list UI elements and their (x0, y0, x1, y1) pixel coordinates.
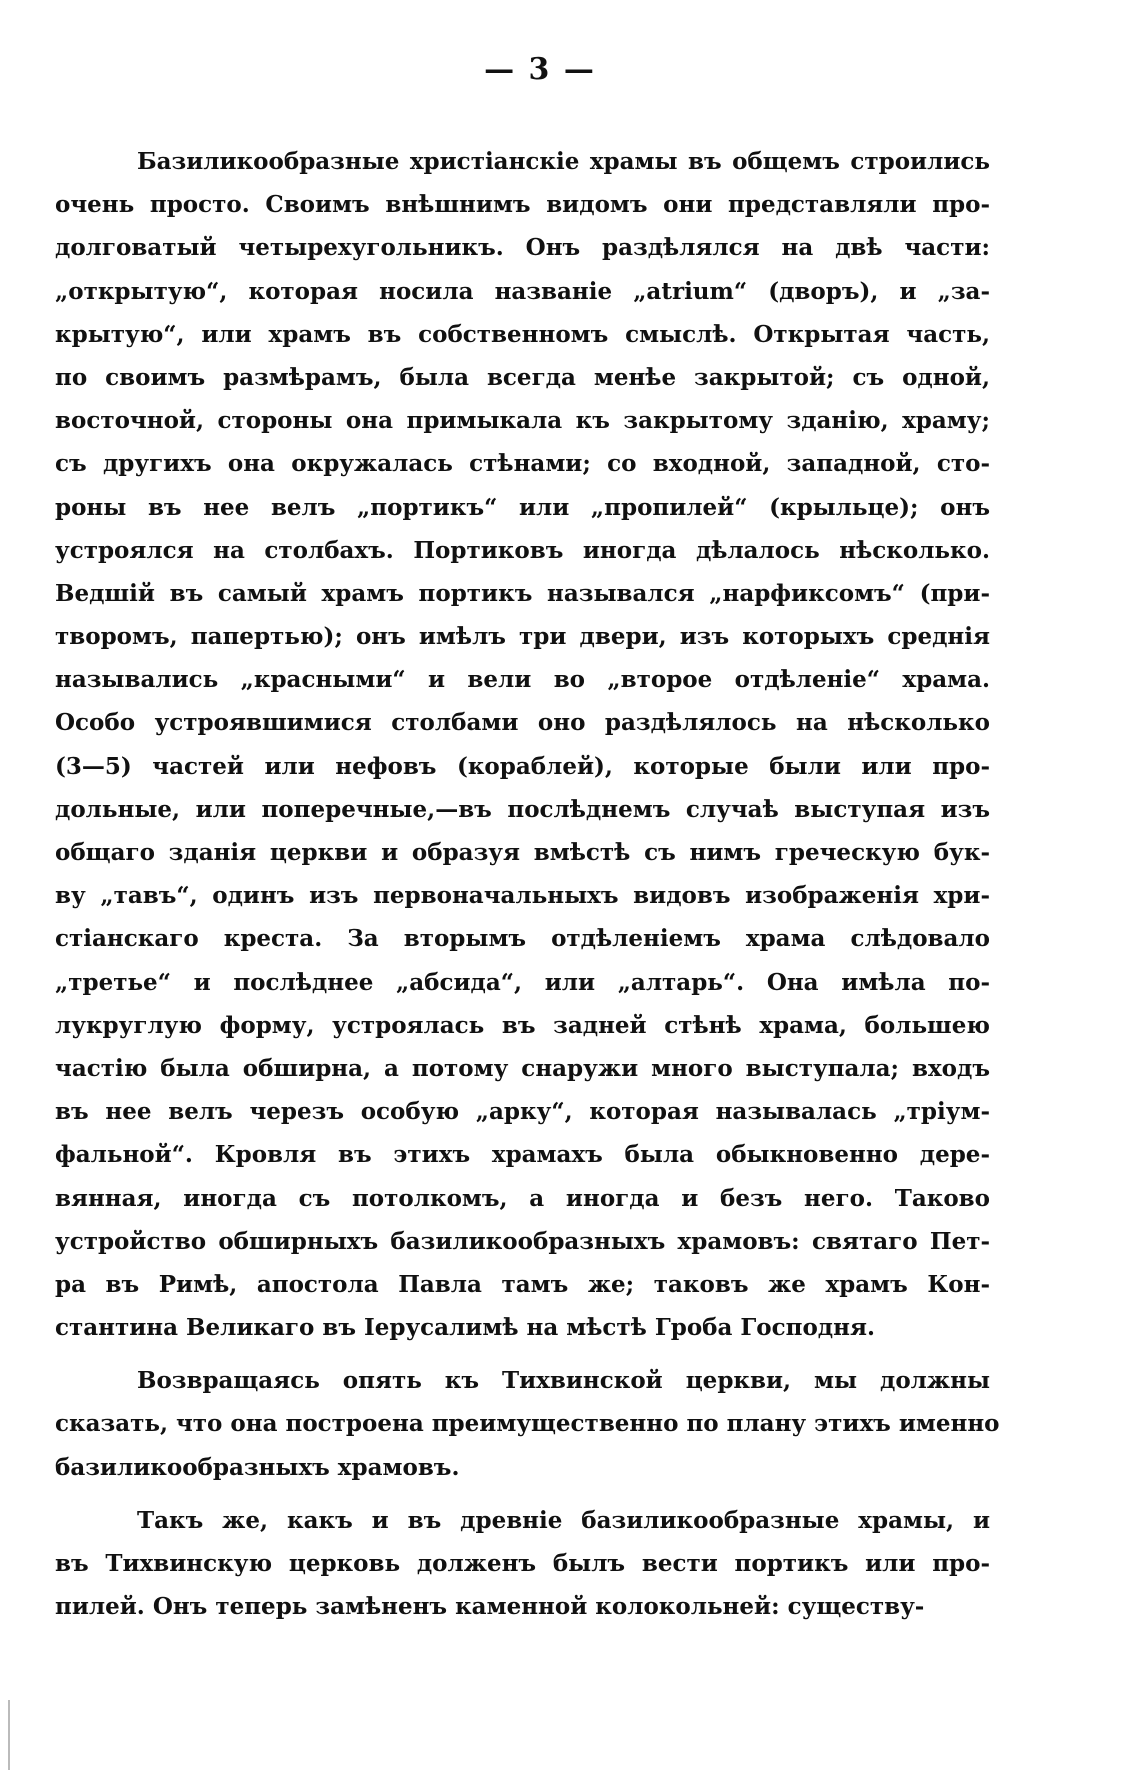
text-line: стіанскаго креста. За вторымъ отдѣленіемъ храма слѣдовало (55, 925, 990, 953)
text-line: творомъ, папертью); онъ имѣлъ три двери, изъ которыхъ среднія (55, 623, 990, 651)
text-line: „третье“ и послѣднее „абсида“, или „алтарь“. Она имѣла по- (55, 968, 990, 996)
text-line: базиликообразныхъ храмовъ. (55, 1453, 460, 1481)
text-line: въ Тихвинскую церковь долженъ былъ вести портикъ или про- (55, 1550, 990, 1577)
paragraph (55, 1359, 1000, 1489)
text-line: ра въ Римѣ, апостола Павла тамъ же; таковъ же храмъ Кон- (55, 1270, 990, 1298)
text-line: по своимъ размѣрамъ, была всегда менѣе закрытой; съ одной, (55, 363, 990, 391)
text-line: назывались „красными“ и вели во „второе отдѣленіе“ храма. (55, 666, 990, 694)
text-line: съ другихъ она окружалась стѣнами; со входной, западной, сто- (55, 450, 990, 478)
text-line: восточной, стороны она примыкала къ закрытому зданію, храму; (55, 407, 990, 435)
text-line: устроялся на столбахъ. Портиковъ иногда дѣлалось нѣсколько. (55, 536, 990, 564)
text-line: Ведшій въ самый храмъ портикъ назывался „нарфиксомъ“ (при- (55, 579, 990, 607)
text-line: стантина Великаго въ Іерусалимѣ на мѣстѣ Гроба Господня. (55, 1314, 875, 1342)
text-line: Базиликообразные христіанскіе храмы въ общемъ строились (137, 148, 990, 175)
text-line: очень просто. Своимъ внѣшнимъ видомъ они представляли про- (55, 191, 990, 219)
text-line: Возвращаясь опять къ Тихвинской церкви, мы должны (137, 1367, 990, 1395)
text-line: общаго зданія церкви и образуя вмѣстѣ съ нимъ греческую бук- (55, 839, 990, 866)
text-line: устройство обширныхъ базиликообразныхъ храмовъ: святаго Пет- (55, 1227, 990, 1255)
page-number: — 3 — (484, 52, 596, 87)
margin-mark (8, 1700, 10, 1770)
text-line: Такъ же, какъ и въ древніе базиликообразные храмы, и (137, 1506, 990, 1534)
text-line: въ нее велъ черезъ особую „арку“, которая называлась „тріум- (55, 1098, 990, 1126)
paragraph (55, 1499, 990, 1629)
text-line: долговатый четырехугольникъ. Онъ раздѣлялся на двѣ части: (55, 234, 990, 262)
text-line: ву „тавъ“, одинъ изъ первоначальныхъ видовъ изображенія хри- (55, 882, 990, 910)
text-line: лукруглую форму, устроялась въ задней стѣнѣ храма, большею (55, 1011, 990, 1039)
text-line: роны въ нее велъ „портикъ“ или „пропилей“ (крыльце); онъ (55, 493, 990, 521)
text-line: дольные, или поперечные,—въ послѣднемъ случаѣ выступая изъ (55, 795, 990, 823)
text-line: „открытую“, которая носила названіе „atrium“ (дворъ), и „за- (55, 277, 990, 305)
text-line: фальной“. Кровля въ этихъ храмахъ была обыкновенно дере- (55, 1141, 990, 1169)
text-line: (3—5) частей или нефовъ (кораблей), которые были или про- (55, 752, 990, 780)
text-line: Особо устроявшимися столбами оно раздѣлялось на нѣсколько (55, 709, 990, 737)
text-line: крытую“, или храмъ въ собственномъ смыслѣ. Открытая часть, (55, 320, 990, 348)
paragraph-gap (55, 1349, 990, 1359)
body-text (55, 140, 1000, 1628)
text-line: пилей. Онъ теперь замѣненъ каменной колокольней: существу- (55, 1593, 925, 1621)
text-line: частію была обширна, а потому снаружи много выступала; входъ (55, 1054, 990, 1082)
text-line: вянная, иногда съ потолкомъ, а иногда и безъ него. Таково (55, 1184, 990, 1212)
text-line: сказать, что она построена преимущественно по плану этихъ именно (55, 1410, 1000, 1438)
paragraph-gap (55, 1489, 990, 1499)
paragraph (55, 140, 990, 1349)
